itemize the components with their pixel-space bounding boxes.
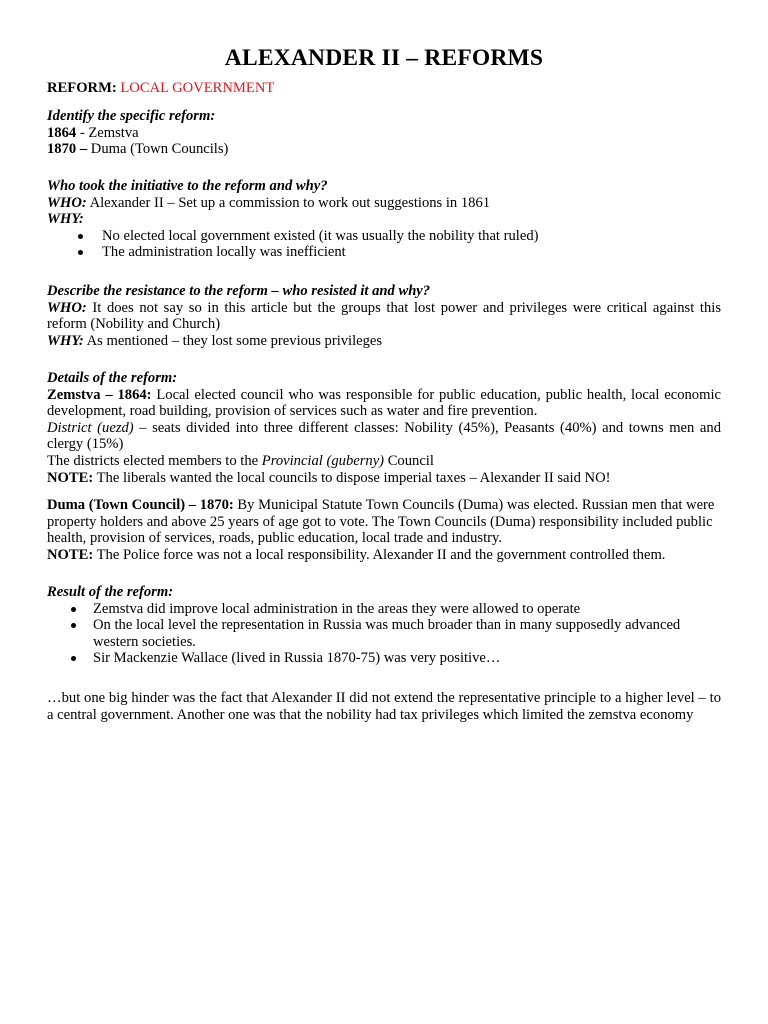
note-label: NOTE: bbox=[47, 546, 94, 563]
note-paragraph bbox=[47, 470, 721, 487]
details-section bbox=[47, 370, 721, 486]
identify-question: Identify the specific reform: bbox=[47, 108, 216, 124]
bullet-icon bbox=[71, 623, 76, 628]
reform-heading bbox=[47, 80, 721, 97]
page-title: ALEXANDER II – REFORMS bbox=[224, 45, 544, 71]
why-label: WHY: bbox=[47, 332, 84, 349]
result-bullets bbox=[47, 601, 721, 667]
duma-section bbox=[47, 497, 721, 563]
district-text: – seats divided into three different classes: Nobility (45%), Peasants (40%) and towns men and clergy (15%) bbox=[47, 419, 721, 453]
list-item: Zemstva did improve local administration in the areas they were allowed to operate bbox=[47, 601, 721, 618]
duma-paragraph bbox=[47, 497, 721, 547]
resistance-why bbox=[47, 333, 721, 350]
details-question: Details of the reform: bbox=[47, 370, 178, 386]
list-item: No elected local government existed (it was usually the nobility that ruled) bbox=[47, 228, 721, 245]
who-label: WHO: bbox=[47, 299, 87, 316]
identify-year: 1864 bbox=[47, 124, 77, 141]
closing-paragraph: …but one big hinder was the fact that Alexander II did not extend the representative principle to a higher level – to a central government. Another one was that the nobility had tax privileges which limited the zemstva economy bbox=[47, 690, 721, 723]
identify-year: 1870 – bbox=[47, 141, 88, 158]
bullet-icon bbox=[78, 250, 83, 255]
who-label: WHO: bbox=[47, 194, 87, 211]
why-label: WHY: bbox=[47, 211, 84, 228]
initiative-who bbox=[47, 195, 721, 212]
bullet-icon bbox=[78, 234, 83, 239]
identify-section bbox=[47, 108, 721, 158]
note-text: The liberals wanted the local councils to dispose imperial taxes – Alexander II said NO! bbox=[93, 469, 611, 486]
list-item: Sir Mackenzie Wallace (lived in Russia 1870-75) was very positive… bbox=[47, 650, 721, 667]
bullet-icon bbox=[71, 656, 76, 661]
resistance-section bbox=[47, 283, 721, 349]
district-paragraph bbox=[47, 420, 721, 453]
result-question: Result of the reform: bbox=[47, 584, 174, 600]
why-text: As mentioned – they lost some previous privileges bbox=[83, 332, 383, 349]
who-text: Set up a commission to work out suggestions in 1861 bbox=[174, 194, 491, 211]
note-text: The Police force was not a local responsibility. Alexander II and the government controlled them. bbox=[93, 546, 666, 563]
initiative-question: Who took the initiative to the reform and why? bbox=[47, 178, 328, 194]
identify-item bbox=[47, 125, 721, 142]
initiative-bullets bbox=[47, 228, 721, 261]
note-label: NOTE: bbox=[47, 469, 94, 486]
identify-text: - Zemstva bbox=[76, 124, 139, 141]
list-item: On the local level the representation in Russia was much broader than in many supposedly advanced western societies. bbox=[47, 617, 721, 650]
identify-item bbox=[47, 141, 721, 158]
resistance-who bbox=[47, 300, 721, 333]
resistance-question: Describe the resistance to the reform – who resisted it and why? bbox=[47, 283, 431, 299]
who-person: Alexander II – bbox=[86, 194, 175, 211]
duma-heading: Duma (Town Council) – 1870: bbox=[47, 497, 234, 513]
provincial-paragraph: The districts elected members to the Provincial (guberny) Council bbox=[47, 452, 434, 469]
district-label: District (uezd) bbox=[47, 419, 134, 436]
zemstva-heading: Zemstva – 1864: bbox=[47, 386, 152, 403]
who-text: It does not say so in this article but the groups that lost power and privileges were critical against this reform (Nobility and Church) bbox=[47, 299, 721, 333]
zemstva-text: Local elected council who was responsible for public education, public health, local economic development, road building, provision of services such as water and fire prevention. bbox=[47, 386, 721, 420]
duma-text: By Municipal Statute Town Councils (Duma) was elected. Russian men that were property holders and above 25 years of age got to vote. The Town Councils (Duma) responsibility included public health, provision of services, roads, public education, local trade and industry. bbox=[47, 497, 715, 547]
note-paragraph bbox=[47, 547, 721, 564]
reform-label: REFORM: bbox=[47, 80, 117, 96]
zemstva-paragraph bbox=[47, 387, 721, 420]
reform-value: LOCAL GOVERNMENT bbox=[120, 80, 275, 96]
list-item: The administration locally was inefficient bbox=[47, 244, 721, 261]
initiative-section bbox=[47, 178, 721, 261]
bullet-icon bbox=[71, 607, 76, 612]
result-section bbox=[47, 584, 721, 667]
identify-text: Duma (Town Councils) bbox=[87, 141, 229, 158]
